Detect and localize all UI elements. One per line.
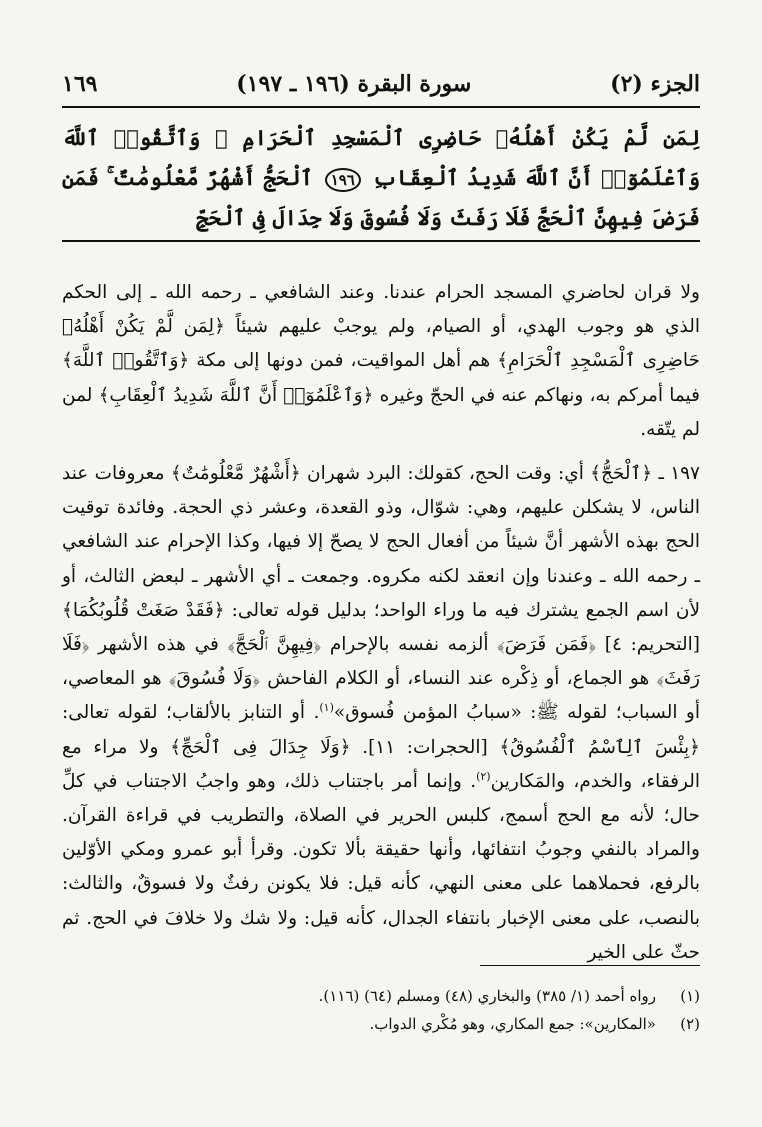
- commentary-text-2c: . وإنما أمر باجتناب ذلك، وهو واجبُ الاجتناب في كلِّ حال؛ لأنه مع الحج أسمج، كلبس الحرير في الصلاة، والتطريب في قراءة القرآن. والمراد بالنفي وجوبُ انتفائها، وأنها حقيقة بألا تكون. وقرأ أبو عمرو ومكي الأوّلين بالرفع، فحملاهما على معنى النهي، كأنه قيل: فلا يكونن رفثٌ ولا فسوقٌ، والثالث: بالنصب، على معنى الإخبار بانتفاء الجدال، كأنه قيل: ولا شك ولا خلافَ في الحج. ثم حثّ على الخير: [62, 770, 700, 963]
- ayah-number-196: ١٩٦: [325, 168, 361, 192]
- commentary-body: [62, 276, 700, 970]
- footnote-1: [62, 982, 700, 1010]
- footnote-text: رواه أحمد (١/ ٣٨٥) والبخاري (٤٨) ومسلم (٦٤) (١١٦).: [318, 987, 656, 1005]
- footnotes: [62, 982, 700, 1038]
- commentary-text-2b: . أو التنابز بالألقاب؛ لقوله تعالى: ﴿بِئْسَ ٱلِٱسْمُ ٱلْفُسُوقُ﴾ [الحجرات: ١١]. ﴿وَلَا جِدَالَ فِى ٱلْحَجِّ﴾ ولا مراء مع الرفقاء، والخدم، والمَكارين: [62, 702, 701, 792]
- commentary-paragraph-1: ولا قران لحاضري المسجد الحرام عندنا. وعند الشافعي ـ رحمه الله ـ إلى الحكم الذي هو وجوب الهدي، أو الصيام، ولم يوجبْ عليهم شيئاً ﴿لِمَن لَّمْ يَكُنْ أَهْلُهُۥ حَاضِرِى ٱلْمَسْجِدِ ٱلْحَرَامِ﴾ هم أهل المواقيت، فمن دونها إلى مكة ﴿وَٱتَّقُوا۟ ٱللَّهَ﴾ فيما أمركم به، ونهاكم عنه في الحجّ وغيره ﴿وَٱعْلَمُوٓا۟ أَنَّ ٱللَّهَ شَدِيدُ ٱلْعِقَابِ﴾ لمن لم يتّقه.: [62, 282, 700, 440]
- quran-verse-block: [62, 118, 700, 238]
- header-rule: [62, 106, 700, 108]
- footnote-ref-2[interactable]: (٢): [476, 769, 491, 783]
- part-label: الجزء (٢): [610, 71, 700, 97]
- footnote-divider: [480, 965, 700, 966]
- footnote-ref-1[interactable]: (١): [319, 701, 334, 715]
- verse-line-2: ٱلْحَجُّ أَشْهُرٌ مَّعْلُومَٰتٌ ۚ فَمَن فَرَضَ فِيهِنَّ ٱلْحَجَّ فَلَا رَفَثَ وَلَا فُسُوقَ وَلَا جِدَالَ فِى ٱلْحَجِّ: [62, 165, 700, 230]
- footnote-text: «المكارين»: جمع المكاري، وهو مُكْري الدواب.: [369, 1015, 656, 1033]
- commentary-paragraph-2: [62, 457, 700, 970]
- footnote-number: (٢): [680, 1015, 700, 1033]
- footnote-2: [62, 1010, 700, 1038]
- page-header: [62, 66, 700, 102]
- commentary-text-2a: ١٩٧ ـ ﴿ٱلْحَجُّ﴾ أي: وقت الحج، كقولك: البرد شهران ﴿أَشْهُرٌ مَّعْلُومَٰتٌ﴾ معروفات عند الناس، لا يشكلن عليهم، وهي: شوّال، وذو القعدة، وعشر ذي الحجة. وفائدة توقيت الحج بهذه الأشهر أنَّ شيئاً من أفعال الحج لا يصحّ إلا فيها، وكذا الإحرام عند الشافعي ـ رحمه الله ـ وعندنا وإن انعقد لكنه مكروه. وجمعت ـ أي الأشهر ـ لبعض الثالث، أو لأن اسم الجمع يشترك فيه ما وراء الواحد؛ بدليل قوله تعالى: ﴿فَقَدْ صَغَتْ قُلُوبُكُمَا﴾ [التحريم: ٤] ﴿فَمَن فَرَضَ﴾ ألزمه نفسه بالإحرام ﴿فِيهِنَّ ٱلْحَجَّ﴾ في هذه الأشهر ﴿فَلَا رَفَثَ﴾ هو الجماع، أو ذِكْره عند النساء، أو الكلام الفاحش ﴿وَلَا فُسُوقَ﴾ هو المعاصي، أو السباب؛ لقوله ﷺ: «سبابُ المؤمن فُسوق»: [62, 463, 700, 724]
- footnote-number: (١): [680, 987, 700, 1005]
- verse-line-1: لِمَن لَّمْ يَكُنْ أَهْلُهُۥ حَاضِرِى ٱلْمَسْجِدِ ٱلْحَرَامِ ۚ وَٱتَّقُوا۟ ٱللَّهَ وَٱعْلَمُوٓا۟ أَنَّ ٱللَّهَ شَدِيدُ ٱلْعِقَابِ: [62, 125, 701, 190]
- page-number: ١٦٩: [62, 71, 98, 97]
- verse-divider: [62, 240, 700, 242]
- surah-title: سورة البقرة (١٩٦ ـ ١٩٧): [236, 71, 472, 97]
